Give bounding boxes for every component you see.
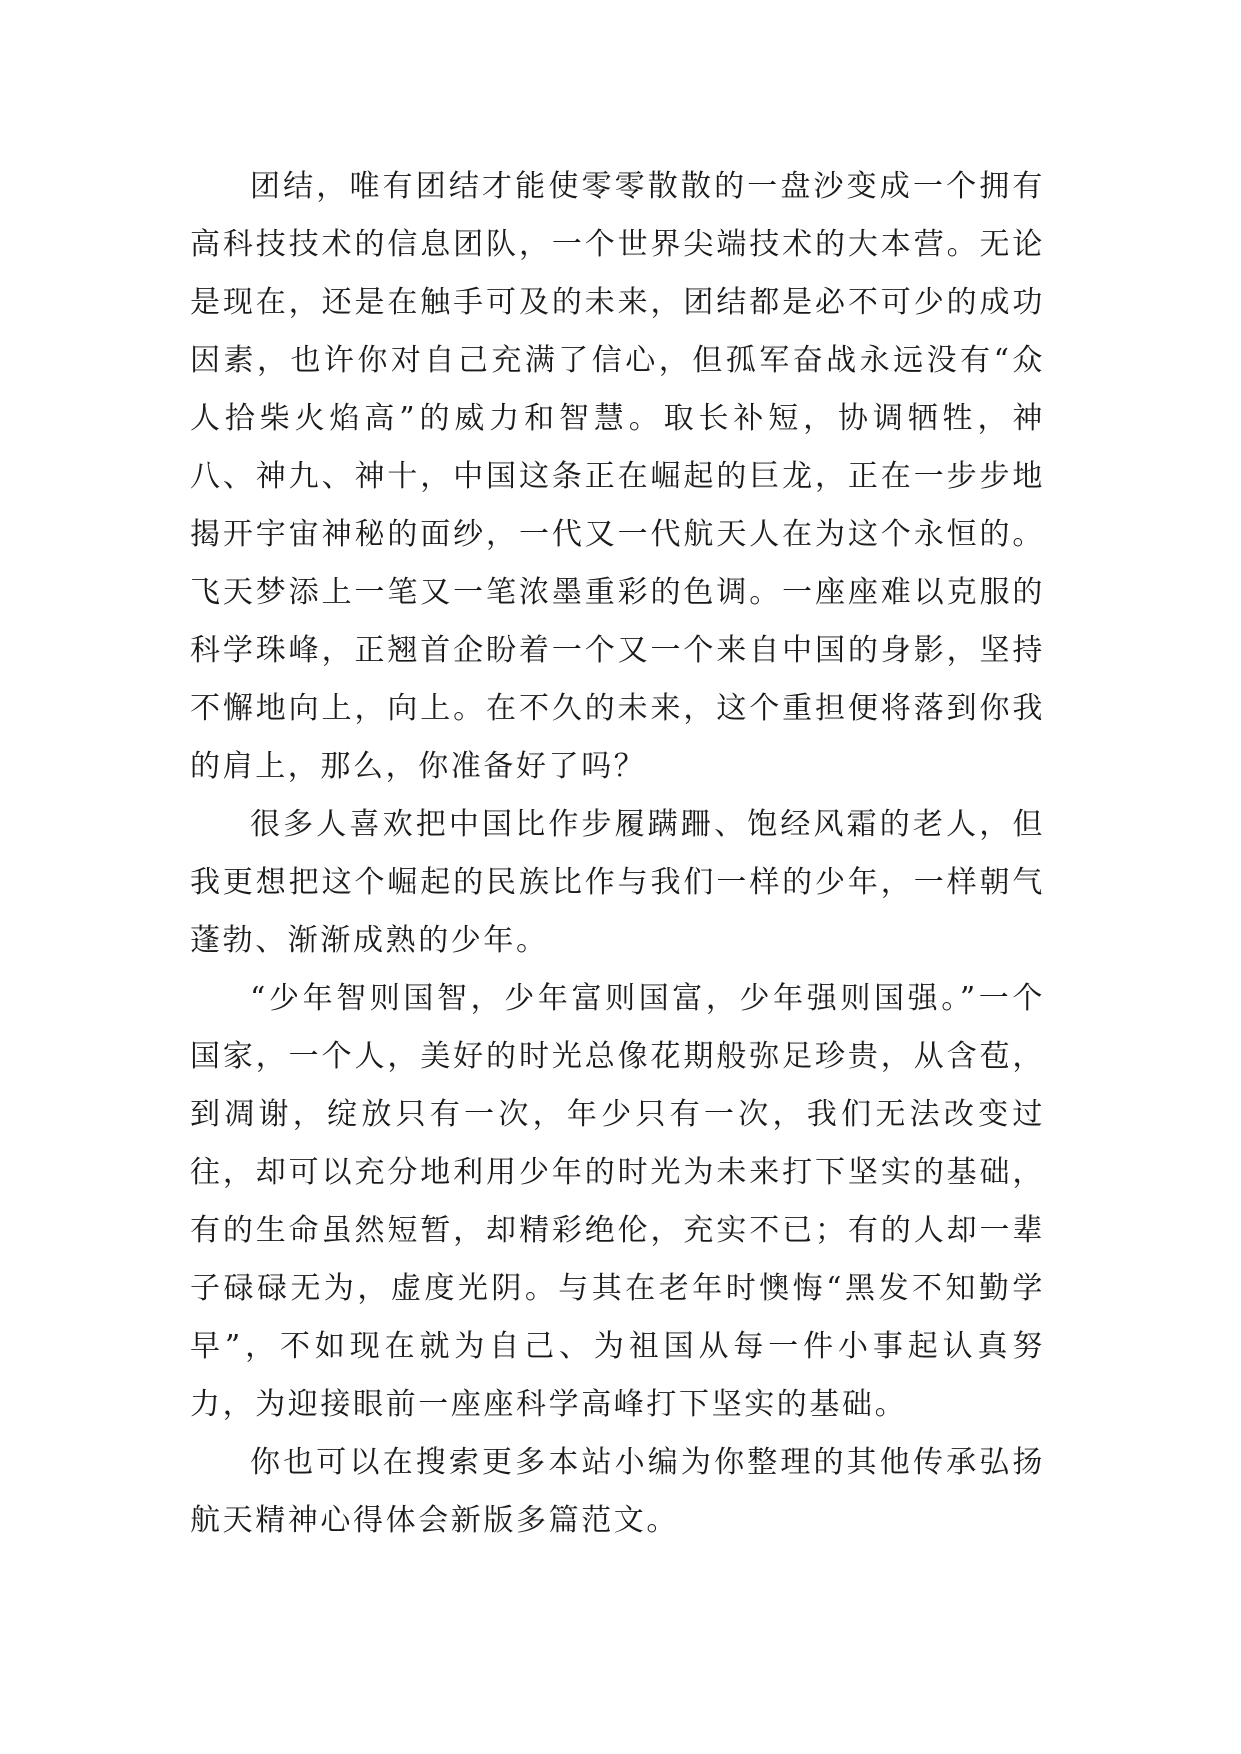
paragraph-closing-note: 你也可以在搜索更多本站小编为你整理的其他传承弘扬航天精神心得体会新版多篇范文。 [190, 1445, 1045, 1538]
paragraph-youth-quote: “少年智则国智，少年富则国富，少年强则国强。”一个国家，一个人，美好的时光总像花期般弥足珍贵，从含苞，到凋谢，绽放只有一次，年少只有一次，我们无法改变过往，却可以充分地利用少年的时光为未来打下坚实的基础，有的生命虽然短暂，却精彩绝伦，充实不已；有的人却一辈子碌碌无为，虚度光阴。与其在老年时懊悔“黑发不知勤学早”，不如现在就为自己、为祖国从每一件小事起认真努力，为迎接眼前一座座科学高峰打下坚实的基础。 [190, 981, 1045, 1422]
paragraph-unity: 团结，唯有团结才能使零零散散的一盘沙变成一个拥有高科技技术的信息团队，一个世界尖端技术的大本营。无论是现在，还是在触手可及的未来，团结都是必不可少的成功因素，也许你对自己充满了信心，但孤军奋战永远没有“众人拾柴火焰高”的威力和智慧。取长补短，协调牺牲，神八、神九、神十，中国这条正在崛起的巨龙，正在一步步地揭开宇宙神秘的面纱，一代又一代航天人在为这个永恒的。飞天梦添上一笔又一笔浓墨重彩的色调。一座座难以克服的科学珠峰，正翘首企盼着一个又一个来自中国的身影，坚持不懈地向上，向上。在不久的未来，这个重担便将落到你我的肩上，那么，你准备好了吗？ [190, 169, 1045, 784]
paragraph-china-youth: 很多人喜欢把中国比作步履蹒跚、饱经风霜的老人，但我更想把这个崛起的民族比作与我们一样的少年，一样朝气蓬勃、渐渐成熟的少年。 [190, 807, 1045, 958]
document-body [190, 158, 1045, 1550]
